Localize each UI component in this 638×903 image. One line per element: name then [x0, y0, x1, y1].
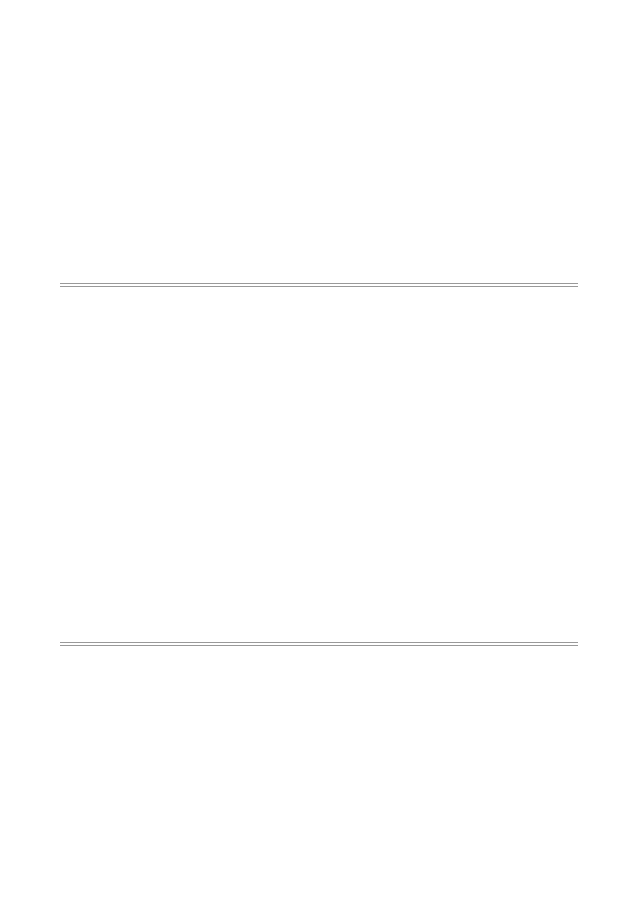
page-footer — [60, 827, 578, 843]
section-divider — [60, 283, 578, 287]
section-divider — [60, 642, 578, 646]
